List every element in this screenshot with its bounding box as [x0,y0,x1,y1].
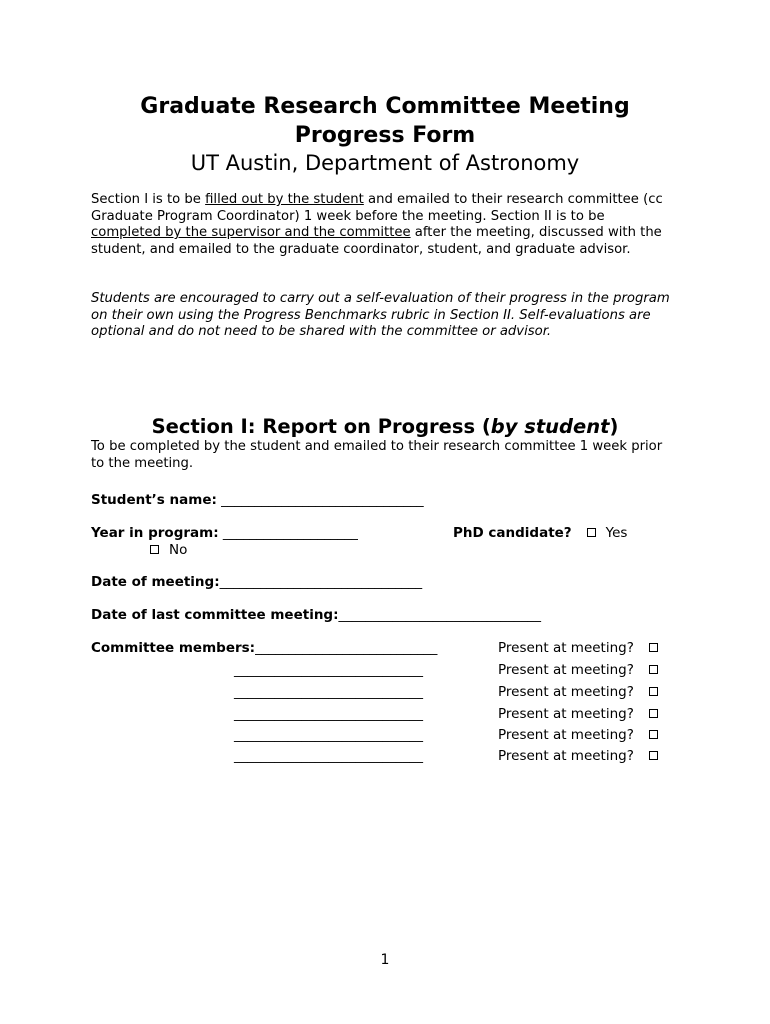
section-heading-text: Section I: Report on Progress ( [151,415,491,438]
year-input[interactable]: ____________________ [218,525,358,541]
present-row-6 [498,748,658,765]
student-name-input[interactable]: ______________________________ [216,492,424,508]
present-label: Present at meeting? [498,684,634,700]
phd-candidate-field [453,525,627,542]
yes-label: Yes [605,525,628,541]
student-name-label: Student’s name: [91,492,217,508]
date-last-meeting-field [91,607,541,624]
committee-member-input-6[interactable]: ____________________________ [234,748,423,764]
present-label: Present at meeting? [498,727,634,743]
date-last-label: Date of last committee meeting: [91,607,339,623]
committee-member-input-4[interactable]: ____________________________ [234,706,423,722]
form-title [0,92,770,150]
section-heading-close: ) [609,415,619,438]
intro-text-a: Section I is to be [91,192,206,207]
no-label: No [169,542,188,558]
present-row-5 [498,727,658,744]
section-1-instructions: To be completed by the student and emailed to their research committee 1 week prior to the meeting. [91,439,663,471]
present-row-1 [498,640,658,657]
date-last-input[interactable]: ______________________________ [338,607,541,623]
intro-text-b: and emailed to their research committee (cc Graduate Program Coordinator) 1 week before the meeting. Section II is to be [91,192,663,224]
present-row-3 [498,684,658,701]
year-field [91,525,358,542]
title-line-2: Progress Form [294,123,476,148]
section-1-heading [0,414,770,440]
present-checkbox-6[interactable] [649,751,658,760]
present-checkbox-4[interactable] [649,709,658,718]
committee-members-field [91,640,437,657]
title-line-1: Graduate Research Committee Meeting [140,94,630,119]
present-label: Present at meeting? [498,640,634,656]
phd-label: PhD candidate? [453,525,572,541]
present-checkbox-2[interactable] [649,665,658,674]
section-heading-emphasis: by student [490,415,610,438]
present-checkbox-1[interactable] [649,643,658,652]
committee-member-input-2[interactable]: ____________________________ [234,662,423,678]
intro-underline-committee: completed by the supervisor and the committee [91,225,411,241]
date-meeting-label: Date of meeting: [91,574,220,590]
intro-text-c: after the meeting, discussed with the student, and emailed to the graduate coordinator, student, and graduate advisor. [91,225,662,257]
committee-label: Committee members: [91,640,256,656]
page-number: 1 [380,952,390,968]
committee-member-input-5[interactable]: ____________________________ [234,727,423,743]
present-row-2 [498,662,658,679]
intro-paragraph [91,192,673,258]
self-evaluation-note: Students are encouraged to carry out a self-evaluation of their progress in the program on their own using the Progress Benchmarks rubric in Section II. Self-evaluations are optional and do not need to be shared with the committee or advisor. [91,291,670,340]
student-name-field [91,492,424,509]
date-meeting-input[interactable]: ______________________________ [219,574,423,590]
committee-member-input-1[interactable]: ___________________________ [255,640,438,656]
present-label: Present at meeting? [498,662,634,678]
year-label: Year in program: [91,525,219,541]
department-subtitle: UT Austin, Department of Astronomy [190,151,580,175]
yes-checkbox[interactable] [587,528,596,537]
present-row-4 [498,706,658,723]
no-option [150,542,187,559]
present-label: Present at meeting? [498,748,634,764]
present-label: Present at meeting? [498,706,634,722]
intro-underline-student: filled out by the student [205,192,364,207]
committee-member-input-3[interactable]: ____________________________ [234,684,423,700]
no-checkbox[interactable] [150,545,159,554]
present-checkbox-5[interactable] [649,730,658,739]
present-checkbox-3[interactable] [649,687,658,696]
date-of-meeting-field [91,574,422,591]
